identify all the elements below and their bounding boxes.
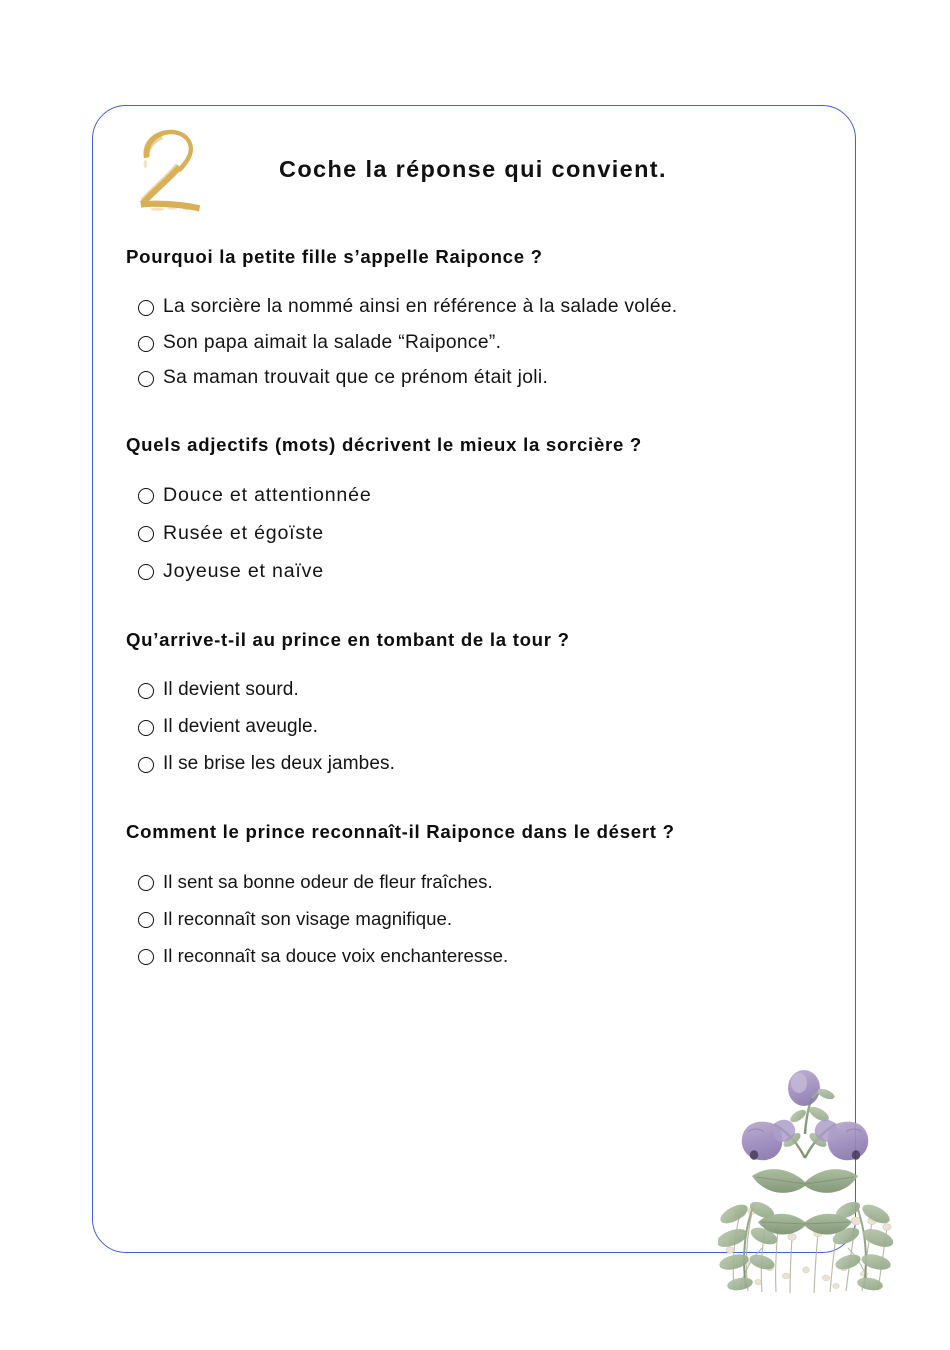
radio-circle-icon[interactable] — [138, 912, 154, 928]
answer-option[interactable] — [138, 365, 826, 392]
answer-option-label: Il devient sourd. — [163, 678, 299, 700]
question-prompt-4: Comment le prince reconnaît-il Raiponce dans le désert ? — [126, 821, 675, 843]
radio-circle-icon[interactable] — [138, 875, 154, 891]
answer-options-1 — [126, 294, 826, 392]
answer-options-3 — [126, 677, 826, 778]
answer-option-label: Il se brise les deux jambes. — [163, 753, 395, 775]
exercise-title: Coche la réponse qui convient. — [279, 156, 667, 182]
radio-circle-icon[interactable] — [138, 683, 154, 699]
radio-circle-icon[interactable] — [138, 336, 154, 352]
radio-circle-icon[interactable] — [138, 371, 154, 387]
question-block-3 — [126, 629, 826, 778]
answer-option-label: La sorcière la nommé ainsi en référence à la salade volée. — [163, 296, 678, 317]
answer-option[interactable] — [138, 520, 826, 547]
worksheet-card — [92, 105, 856, 1253]
question-block-4 — [126, 821, 826, 968]
radio-circle-icon[interactable] — [138, 757, 154, 773]
radio-circle-icon[interactable] — [138, 720, 154, 736]
radio-circle-icon[interactable] — [138, 949, 154, 965]
answer-option-label: Il reconnaît son visage magnifique. — [163, 907, 453, 929]
question-block-1 — [126, 246, 826, 392]
answer-option[interactable] — [138, 330, 826, 357]
answer-option[interactable] — [138, 869, 826, 895]
answer-option[interactable] — [138, 714, 826, 740]
question-block-2 — [126, 434, 826, 585]
question-prompt-1: Pourquoi la petite fille s’appelle Raiponce ? — [126, 246, 543, 267]
answer-option-label: Joyeuse et naïve — [163, 559, 324, 582]
answer-option-label: Douce et attentionnée — [163, 483, 372, 506]
answer-option[interactable] — [138, 677, 826, 703]
answer-option[interactable] — [138, 482, 826, 509]
radio-circle-icon[interactable] — [138, 488, 154, 504]
radio-circle-icon[interactable] — [138, 526, 154, 542]
radio-circle-icon[interactable] — [138, 300, 154, 316]
answer-option[interactable] — [138, 943, 826, 969]
answer-option[interactable] — [138, 906, 826, 932]
exercise-number-label — [127, 124, 223, 228]
answer-option-label: Il sent sa bonne odeur de fleur fraîches. — [163, 871, 493, 893]
answer-option-label: Son papa aimait la salade “Raiponce”. — [163, 331, 502, 353]
question-prompt-2: Quels adjectifs (mots) décrivent le mieux la sorcière ? — [126, 433, 642, 455]
question-prompt-3: Qu’arrive-t-il au prince en tombant de la tour ? — [126, 628, 570, 650]
radio-circle-icon[interactable] — [138, 564, 154, 580]
answer-option-label: Il devient aveugle. — [163, 715, 319, 737]
answer-option-label: Sa maman trouvait que ce prénom était joli. — [163, 367, 549, 388]
exercise-number-2 — [127, 124, 223, 228]
answer-option-label: Rusée et égoïste — [163, 521, 324, 544]
answer-option-label: Il reconnaît sa douce voix enchanteresse. — [163, 944, 509, 966]
answer-options-4 — [126, 869, 826, 968]
answer-option[interactable] — [138, 751, 826, 777]
answer-options-2 — [126, 482, 826, 585]
answer-option[interactable] — [138, 558, 826, 585]
exercise-header — [93, 106, 855, 236]
answer-option[interactable] — [138, 294, 826, 321]
questions-list — [126, 246, 826, 979]
